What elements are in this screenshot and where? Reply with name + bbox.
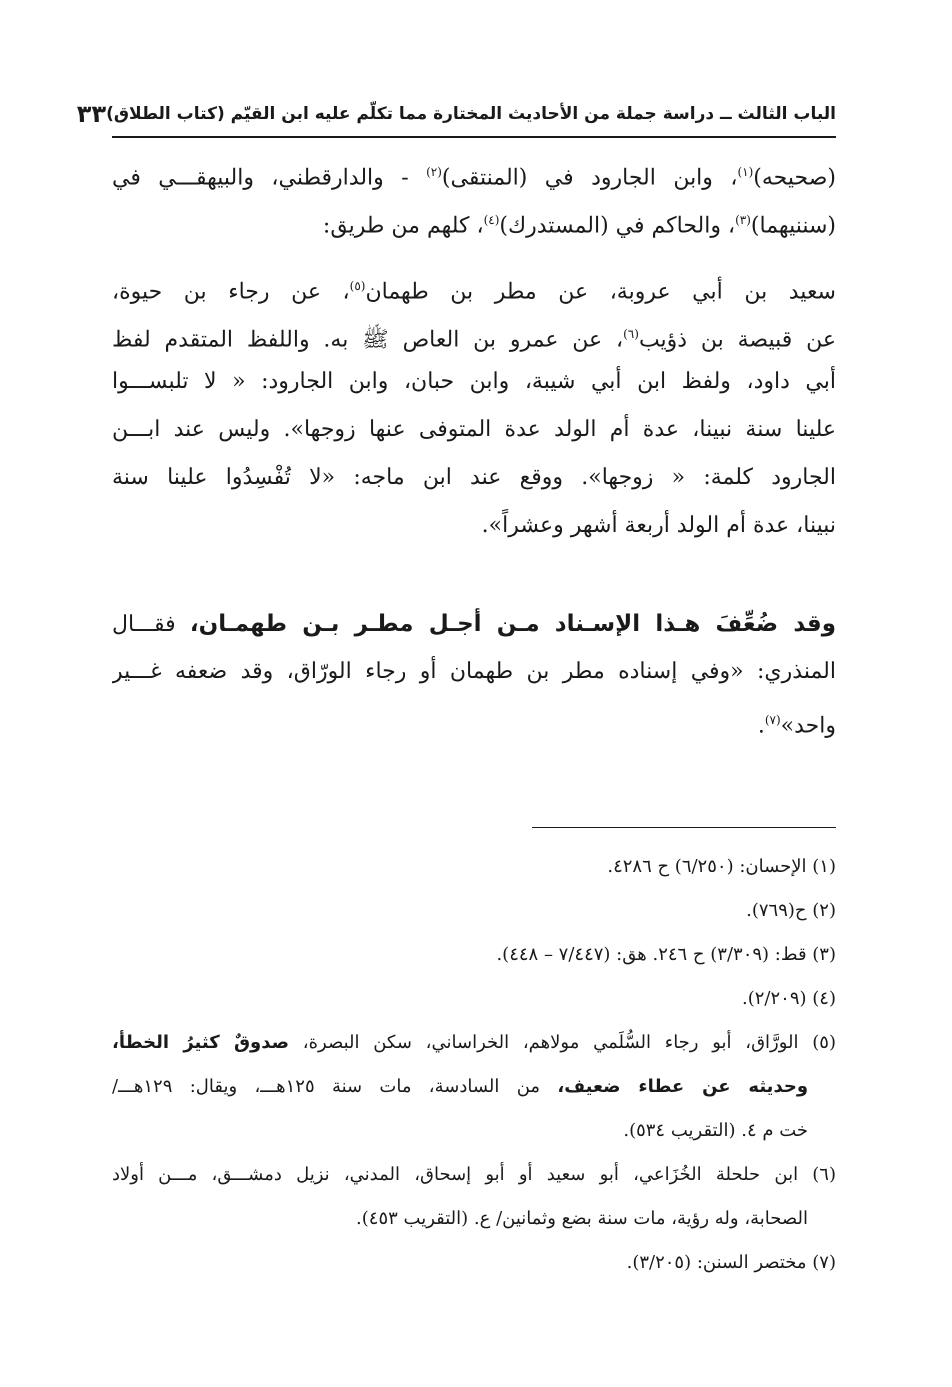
footnote-2: (٢) ح(٧٦٩). [746, 900, 836, 921]
text-line: أبي داود، ولفظ ابن أبي شيبة، وابن حبان، وابن الجارود: « لا تلبســـوا [112, 369, 836, 394]
text-fragment: (٥) الورَّاق، أبو رجاء السُّلَمي مولاهم، الخراساني، سكن البصرة، [289, 1032, 836, 1053]
text-fragment: فقـــال [112, 612, 190, 637]
bold-statement: وقد ضُعِّفَ هـذا الإسـناد مـن أجـل مطـر بـن طهمـان، [189, 611, 836, 637]
text-line: علينا سنة نبينا، عدة أم الولد عدة المتوفى عنها زوجها». وليس عند ابـــن [112, 417, 836, 442]
footnote-5-continuation [112, 1065, 836, 1109]
footnote-separator [532, 827, 836, 828]
running-header-title: الباب الثالث ــ دراسة جملة من الأحاديث المختارة مما تكلّم عليه ابن القيّم (كتاب الطلاق) [106, 104, 836, 124]
paragraph-2 [112, 262, 836, 550]
footnote-marker: (٦) [623, 327, 639, 341]
footnote-4: (٤) (٢/٢٠٩). [742, 988, 836, 1009]
bold-fragment: وحديثه عن عطاء ضعيف، [557, 1076, 809, 1097]
text-line: نبينا، عدة أم الولد أربعة أشهر وعشراً». [481, 513, 836, 538]
text-line: سعيد بن أبي عروبة، عن مطر بن طهمان$^{(٥)}$، عن رجاء بن حيوة، [112, 279, 836, 305]
header-rule [112, 136, 836, 138]
footnote-marker: (٥) [349, 279, 366, 293]
text-line: الجارود كلمة: « زوجها». ووقع عند ابن ماجه: «لا تُفْسِدُوا علينا سنة [112, 465, 836, 490]
text-line: (صحيحه)$^{(١)}$، وابن الجارود في (المنتقى)$^{(٢)}$ - والدارقطني، والبيهقـــي في [112, 165, 836, 191]
footnote-1: (١) الإحسان: (٦/٢٥٠) ح ٤٢٨٦. [607, 856, 836, 877]
text-line: (سننيهما)$^{(٣)}$، والحاكم في (المستدرك)$^{(٤)}$، كلهم من طريق: [322, 213, 836, 239]
running-header [76, 96, 836, 132]
footnote-5 [112, 1021, 836, 1065]
text-line: واحد»$^{(٧)}$. [757, 713, 836, 739]
text-fragment: من السادسة، مات سنة ١٢٥هـــ، ويقال: ١٢٩هـــ/ [112, 1076, 558, 1097]
footnote-marker: (٧) [764, 713, 781, 727]
paragraph-3 [112, 600, 836, 744]
footnote-3: (٣) قط: (٣/٣٠٩) ح ٢٤٦. هق: (٧/٤٤٧ – ٤٤٨). [496, 944, 836, 965]
page-number: ٣٣ [76, 100, 107, 128]
bold-fragment: صدوقٌ كثيرُ الخطأ، [112, 1032, 290, 1053]
footnote-marker: (١) [737, 165, 754, 179]
text-line: عن قبيصة بن ذؤيب$^{(٦)}$، عن عمرو بن العاص ﷺ به. واللفظ المتقدم لفظ [112, 327, 836, 353]
footnote-6: (٦) ابن حلحلة الخُزَاعي، أبو سعيد أو أبو إسحاق، المدني، نزيل دمشـــق، مـــن أولاد [112, 1164, 836, 1185]
paragraph-1 [112, 148, 836, 244]
text-line: المنذري: «وفي إسناده مطر بن طهمان أو رجاء الورّاق، وقد ضعفه غـــير [112, 659, 836, 684]
footnote-5-continuation: خت م ٤. (التقريب ٥٣٤). [623, 1120, 808, 1141]
footnote-marker: (٤) [483, 213, 500, 227]
footnotes [112, 845, 836, 1285]
footnote-marker: (٣) [735, 213, 751, 227]
text-line [112, 600, 836, 648]
footnote-marker: (٢) [426, 165, 442, 179]
footnote-7: (٧) مختصر السنن: (٣/٢٠٥). [626, 1252, 836, 1273]
footnote-6-continuation: الصحابة، وله رؤية، مات سنة بضع وثمانين/ ع. (التقريب ٤٥٣). [356, 1208, 808, 1229]
